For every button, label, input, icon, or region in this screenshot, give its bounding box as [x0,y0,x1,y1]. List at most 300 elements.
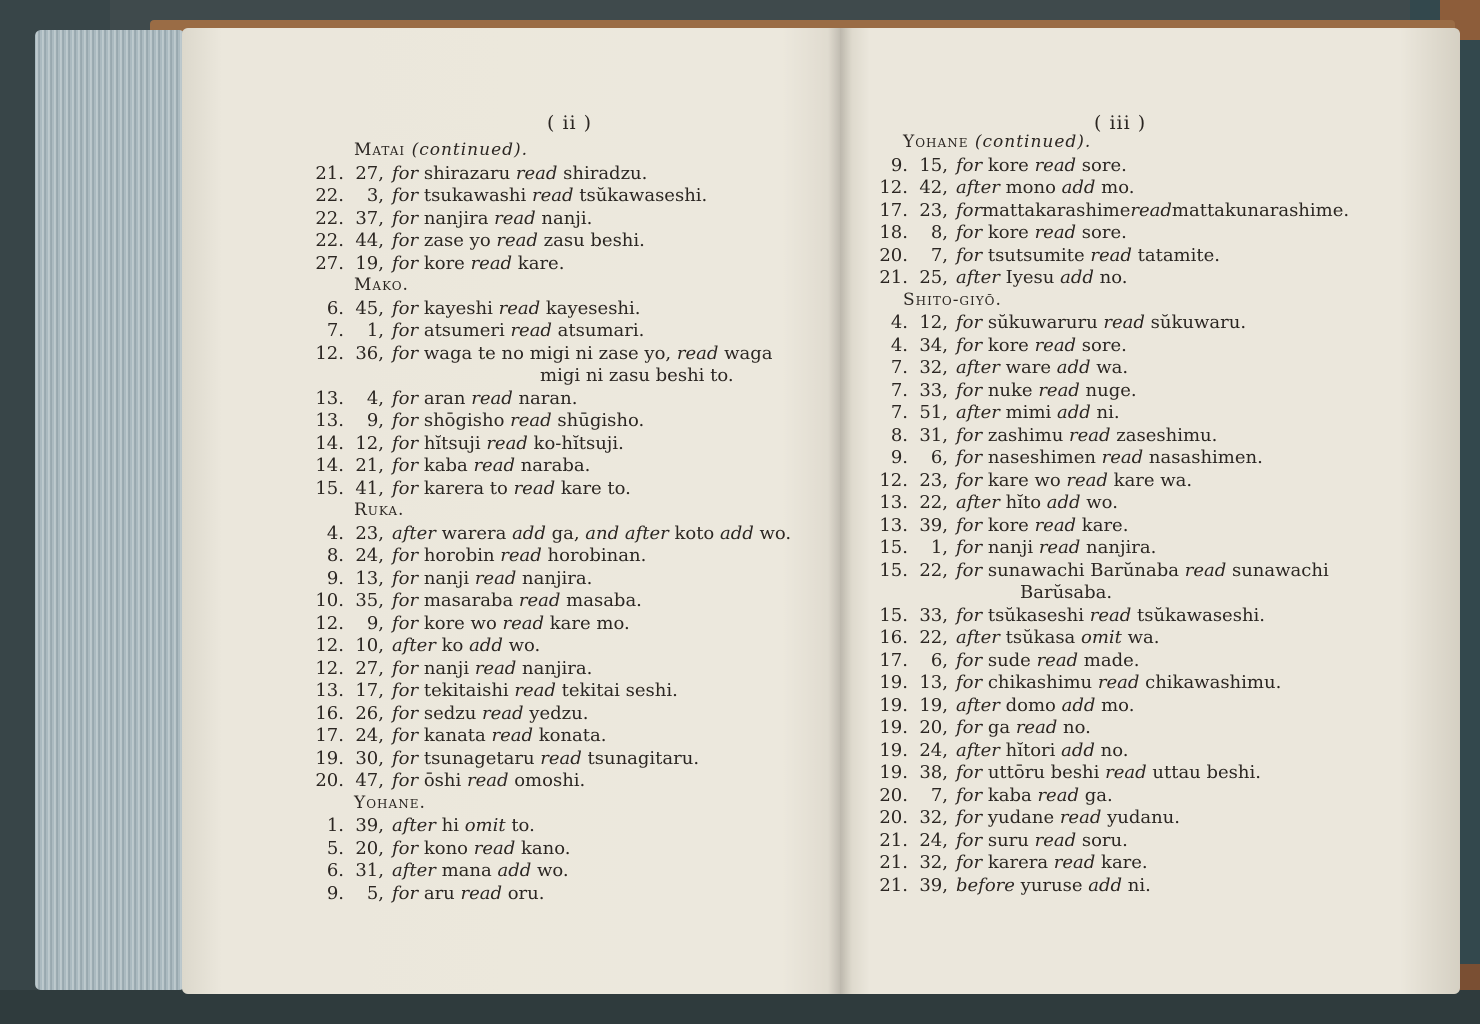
japanese-text: kare to. [555,477,631,499]
japanese-text: Iyesu [999,267,1061,288]
chapter-number: 5. [326,837,344,859]
japanese-text: kore wo [418,612,503,634]
verse-number: 32, [919,357,948,378]
correction-text [956,470,1192,493]
instruction-word: omit [464,815,506,836]
correction-text [392,568,592,591]
instruction-word: for [956,762,983,783]
correction-text [392,770,585,793]
correction-text [392,703,588,726]
section-heading [354,793,426,813]
correction-text [392,230,645,253]
correction-text [392,590,642,613]
verse-number: 9, [366,612,384,634]
correction-text [392,478,631,501]
instruction-word: read [1184,559,1227,581]
japanese-text: atsumeri [418,320,511,341]
japanese-text: naraba. [514,455,591,476]
correction-text [392,298,641,321]
instruction-word: for [392,297,419,319]
japanese-text: naran. [512,387,578,409]
japanese-text: nasashimen. [1143,447,1263,468]
japanese-text: wo. [753,522,792,544]
instruction-word: for [392,725,419,746]
correction-text [956,717,1091,740]
instruction-word: read [1038,379,1080,401]
correction-text [956,177,1135,200]
instruction-word: read [502,612,545,634]
japanese-text: tsŭkawaseshi. [573,185,708,206]
instruction-word: for [392,342,419,364]
japanese-text: shōgisho [418,410,511,431]
instruction-word: read [540,747,582,769]
correction-text [392,433,624,456]
japanese-text: aru [418,882,461,904]
japanese-text: atsumari. [551,320,645,341]
instruction-word: add [1056,402,1091,423]
correction-text [956,605,1265,628]
verse-number: 39, [919,874,948,896]
verse-number: 47, [355,770,384,791]
instruction-word: add [1061,694,1096,716]
japanese-text: yuruse [1014,874,1089,896]
instruction-word: read [494,207,536,229]
instruction-word: for [956,852,983,873]
chapter-number: 19. [879,762,908,783]
chapter-number: 15. [879,559,908,581]
instruction-word: read [518,590,561,611]
verse-number: 34, [919,334,948,356]
japanese-text: tekitaishi [418,680,515,701]
japanese-text: shirazaru [418,162,516,184]
correction-text [956,402,1120,425]
correction-text [392,410,644,433]
chapter-number: 15. [879,537,908,558]
correction-text [392,545,646,568]
instruction-word: after [956,492,1000,513]
japanese-text: mattakarashime [982,199,1131,221]
correction-text [956,245,1220,268]
instruction-word: after [392,635,436,656]
instruction-word: read [1034,222,1077,243]
verse-number: 13, [355,567,384,589]
chapter-number: 7. [890,357,908,378]
correction-text [392,680,678,703]
instruction-word: for [392,477,419,499]
left-page [182,28,842,994]
instruction-word: read [482,702,524,724]
correction-text [956,695,1134,718]
verse-number: 23, [919,469,948,491]
instruction-word: for [956,829,983,851]
japanese-text: ko [435,635,470,656]
instruction-word: read [1130,199,1172,221]
instruction-word: read [1066,469,1108,491]
chapter-number: 4. [326,522,344,544]
japanese-text: shūgisho. [551,410,645,431]
section-heading [903,290,1002,310]
chapter-number: 4. [890,312,908,333]
section-heading-title: Shito-giyō. [903,289,1002,310]
verse-number: 20, [355,837,384,859]
chapter-number: 12. [879,177,908,198]
verse-number: 22, [919,559,948,581]
instruction-word: for [392,567,419,589]
correction-text [392,523,791,546]
instruction-word: read [500,545,542,566]
instruction-word: read [474,657,517,679]
verse-number: 39, [919,514,948,536]
instruction-word: read [1034,154,1077,176]
chapter-number: 16. [315,702,344,724]
japanese-text: karera [982,852,1054,873]
instruction-word: for [392,252,419,274]
section-heading [354,500,404,520]
verse-number: 12, [919,312,948,333]
instruction-word: for [956,244,983,266]
instruction-word: after [956,267,1000,288]
correction-text [392,208,592,231]
japanese-text: yudanu. [1101,807,1180,828]
chapter-number: 17. [315,725,344,746]
chapter-number: 4. [890,334,908,356]
correction-text [956,852,1148,875]
japanese-text: nanjira. [516,567,593,589]
instruction-word: for [392,387,419,409]
japanese-text: kore [982,334,1035,356]
section-heading [354,275,409,295]
japanese-text: uttōru beshi [982,762,1106,783]
japanese-text: warera [435,522,513,544]
correction-text [392,748,699,771]
japanese-text: mo. [1095,177,1135,198]
instruction-word: for [956,334,983,356]
japanese-text: zase yo [418,230,497,251]
instruction-word: add [469,635,503,656]
japanese-text: migi ni zasu beshi to. [540,365,734,386]
japanese-text: omoshi. [508,770,586,791]
section-heading [354,140,528,160]
correction-text [956,380,1137,403]
correction-text [540,365,734,388]
chapter-number: 7. [890,379,908,401]
chapter-number: 9. [890,154,908,176]
japanese-text: hi [435,815,465,836]
japanese-text: sore. [1076,222,1127,243]
instruction-word: for [392,770,419,791]
correction-text [392,860,569,883]
japanese-text: mimi [999,402,1057,423]
instruction-word: for [956,807,983,828]
verse-number: 24, [355,725,384,746]
japanese-text: zashimu [982,424,1070,446]
instruction-word: before [956,874,1015,896]
chapter-number: 21. [879,874,908,896]
section-heading-title: Yohane [903,132,969,152]
japanese-text: ga, [545,522,586,544]
instruction-word: for [392,230,419,251]
instruction-word: for [392,702,419,724]
chapter-number: 20. [315,770,344,791]
instruction-word: for [392,455,419,476]
correction-text [392,388,577,411]
japanese-text: wo. [1080,492,1118,513]
book-gutter [828,28,852,994]
correction-text [392,253,564,276]
japanese-text: sunawachi [1226,559,1329,581]
japanese-text: kanata [418,725,492,746]
instruction-word: for [392,207,419,229]
instruction-word: read [1015,717,1058,738]
correction-text [956,222,1127,245]
instruction-word: after [392,860,436,881]
japanese-text: kore [982,514,1035,536]
instruction-word: read [1036,649,1079,671]
chapter-number: 20. [879,784,908,806]
chapter-number: 19. [879,739,908,761]
japanese-text: masaraba [418,590,519,611]
verse-number: 3, [366,185,384,206]
japanese-text: wo. [502,635,541,656]
chapter-number: 18. [879,222,908,243]
japanese-text: hĭtori [999,739,1062,761]
japanese-text: konata. [533,725,607,746]
correction-text [956,560,1329,583]
instruction-word: add [1060,267,1094,288]
correction-text [956,492,1118,515]
verse-number: 22, [919,627,948,648]
correction-text [392,635,540,658]
japanese-text: ware [999,357,1057,378]
instruction-word: for [392,837,419,859]
page-block-edge [35,30,185,990]
instruction-word: for [956,537,983,558]
japanese-text: kare. [1076,514,1129,536]
correction-text [956,762,1261,785]
verse-number: 25, [919,267,948,288]
japanese-text: nanjira. [516,657,593,679]
chapter-number: 13. [879,492,908,513]
instruction-word: read [470,252,513,274]
instruction-word: for [392,657,419,679]
instruction-word: for [392,680,419,701]
chapter-number: 12. [315,342,344,364]
instruction-word: after [392,522,436,544]
verse-number: 8, [930,222,948,243]
verse-number: 44, [355,230,384,251]
instruction-word: read [1103,312,1145,333]
instruction-word: read [1069,424,1111,446]
japanese-text: to. [505,815,535,836]
japanese-text: nanji. [535,207,593,229]
instruction-word: read [1034,829,1077,851]
chapter-number: 1. [326,815,344,836]
japanese-text: hĭto [999,492,1047,513]
japanese-text: sŭkuwaruru [982,312,1104,333]
japanese-text: nuge. [1079,379,1137,401]
verse-number: 41, [355,477,384,499]
japanese-text: masaba. [560,590,642,611]
chapter-number: 15. [315,477,344,499]
verse-number: 22, [919,492,948,513]
chapter-number: 14. [315,455,344,476]
chapter-number: 19. [879,717,908,738]
correction-text [392,343,773,366]
section-heading-title: Matai [354,140,406,160]
correction-text [956,740,1128,763]
verse-number: 24, [919,739,948,761]
instruction-word: add [1088,874,1123,896]
chapter-number: 6. [326,297,344,319]
instruction-word: for [956,784,983,806]
chapter-number: 19. [315,747,344,769]
chapter-number: 12. [315,612,344,634]
japanese-text: tsutsumite [982,244,1091,266]
instruction-word: read [1034,514,1077,536]
instruction-word: read [1105,762,1147,783]
correction-text [956,537,1156,560]
verse-number: 7, [930,244,948,266]
instruction-word: and after [585,522,669,544]
japanese-text: wa. [1090,357,1129,378]
japanese-text: kono [418,837,474,859]
japanese-text: domo [999,694,1062,716]
correction-text [392,838,570,861]
chapter-number: 19. [879,694,908,716]
chapter-number: 20. [879,807,908,828]
verse-number: 17, [355,680,384,701]
section-heading-title: Yohane. [354,792,426,813]
instruction-word: for [392,545,419,566]
correction-text [956,650,1140,673]
verse-number: 38, [919,762,948,783]
japanese-text: ni. [1090,402,1120,423]
chapter-number: 13. [879,514,908,536]
section-heading-title: Mako. [354,275,409,295]
instruction-word: read [1090,244,1132,266]
instruction-word: read [510,320,552,341]
chapter-number: 13. [315,680,344,701]
japanese-text: mono [999,177,1062,198]
chapter-number: 21. [879,267,908,288]
japanese-text: mattakunarashime. [1171,199,1350,221]
correction-text [956,785,1113,808]
japanese-text: kaba [418,455,474,476]
verse-number: 33, [919,379,948,401]
right-page-folio: ( iii ) [1094,112,1147,134]
japanese-text: naseshimen [982,447,1102,468]
correction-text [392,815,535,838]
japanese-text: horobin [418,545,501,566]
japanese-text: kare wo [982,469,1067,491]
correction-text [956,357,1128,380]
correction-text [956,515,1128,538]
instruction-word: for [956,312,983,333]
instruction-word: read [474,567,517,589]
verse-number: 39, [355,815,384,836]
instruction-word: read [510,410,552,431]
instruction-word: read [514,680,556,701]
japanese-text: sore. [1076,154,1127,176]
instruction-word: for [392,432,419,454]
japanese-text: horobinan. [541,545,647,566]
instruction-word: after [956,694,1000,716]
chapter-number: 22. [315,185,344,206]
instruction-word: read [466,770,509,791]
instruction-word: for [956,424,983,446]
japanese-text: kare. [512,252,565,274]
japanese-text: waga te no migi ni zase yo, [418,342,677,364]
instruction-word: for [956,514,983,536]
verse-number: 19, [355,252,384,274]
japanese-text: tsunagitaru. [581,747,700,769]
japanese-text: kayeshi [418,297,499,319]
instruction-word: read [676,342,719,364]
verse-number: 32, [919,852,948,873]
japanese-text: zaseshimu. [1110,424,1218,446]
chapter-number: 20. [879,244,908,266]
instruction-word: after [392,815,436,836]
instruction-word: read [1101,447,1144,468]
japanese-text: tsŭkasa [999,627,1082,648]
instruction-word: add [1046,492,1081,513]
japanese-text: kare wa. [1107,469,1193,491]
japanese-text: ōshi [418,770,467,791]
japanese-text: ko-hĭtsuji. [527,432,624,454]
verse-number: 1, [930,537,948,558]
instruction-word: add [1061,177,1096,198]
instruction-word: for [956,199,983,221]
instruction-word: for [392,320,419,341]
correction-text [392,725,606,748]
verse-number: 23, [919,199,948,221]
chapter-number: 12. [315,657,344,679]
correction-text [956,267,1127,290]
instruction-word: read [491,725,533,746]
section-heading [903,132,1091,152]
japanese-text: kore [982,154,1035,176]
chapter-number: 21. [879,852,908,873]
japanese-text: aran [418,387,472,409]
japanese-text: sedzu [418,702,483,724]
correction-text [956,807,1180,830]
chapter-number: 6. [326,860,344,881]
japanese-text: sunawachi Barŭnaba [982,559,1185,581]
instruction-word: for [956,469,983,491]
correction-text [956,672,1281,695]
verse-number: 31, [355,860,384,881]
instruction-word: after [956,177,1000,198]
chapter-number: 22. [315,207,344,229]
chapter-number: 15. [879,604,908,626]
instruction-word: for [956,447,983,468]
right-page [840,28,1460,994]
instruction-word: add [512,522,546,544]
chapter-number: 27. [315,252,344,274]
verse-number: 15, [919,154,948,176]
correction-text [1020,582,1112,605]
verse-number: 5, [366,882,384,904]
section-heading-note: (continued). [968,132,1092,152]
correction-text [956,155,1127,178]
instruction-word: add [720,522,754,544]
verse-number: 9, [366,410,384,431]
verse-number: 21, [355,455,384,476]
verse-number: 31, [919,424,948,446]
correction-text [956,425,1217,448]
japanese-text: tekitai seshi. [555,680,678,701]
japanese-text: no. [1094,739,1129,761]
